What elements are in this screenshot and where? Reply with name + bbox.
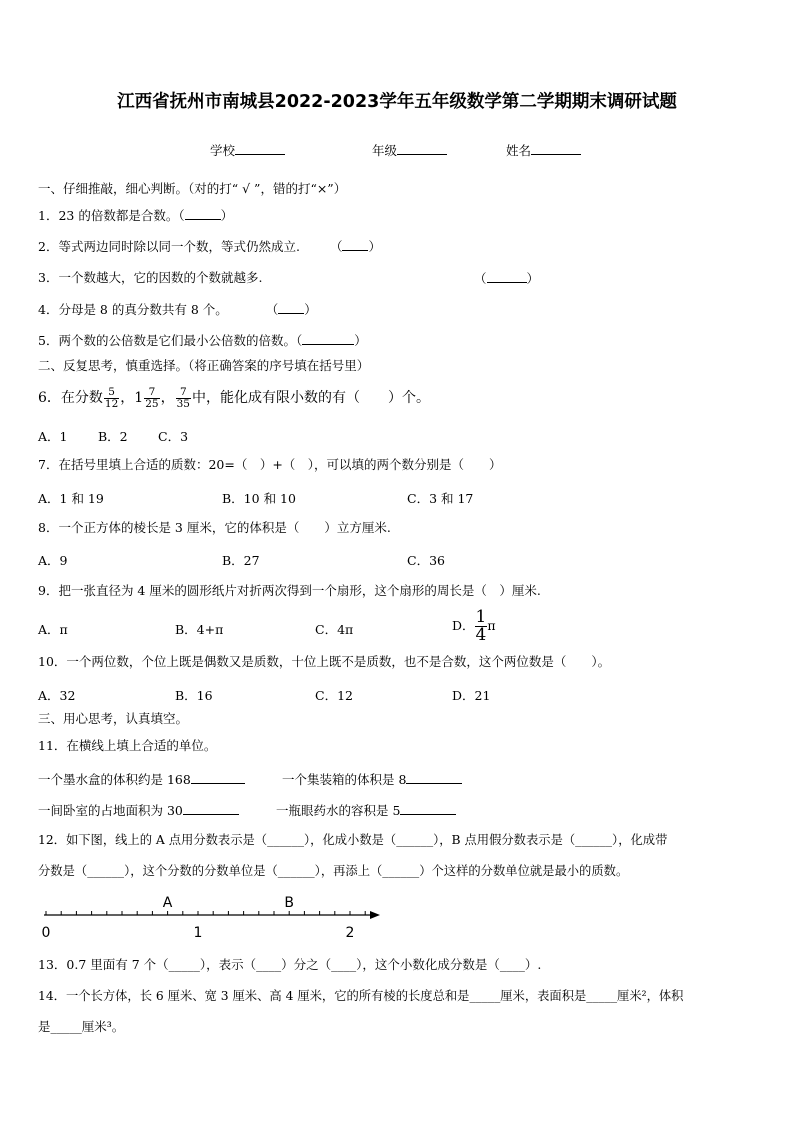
tick-label: 0: [41, 925, 51, 941]
school-field[interactable]: [210, 141, 285, 159]
separator: ，: [160, 390, 175, 406]
question-6-prefix: 6．在分数: [38, 390, 103, 406]
q11-item: [282, 770, 462, 788]
answer-blank[interactable]: [183, 802, 239, 815]
q11-item-text: 一个集装箱的体积是 8: [282, 772, 407, 787]
question-1: [38, 207, 233, 224]
q11-item: [38, 801, 239, 819]
question-12-line1: 12．如下图，线上的 A 点用分数表示是（______），化成小数是（______），B 点用假分数表示是（______），化成带: [38, 833, 668, 847]
section1-heading: 一、仔细推敲，细心判断。（对的打“ √ ”，错的打“×”）: [38, 181, 347, 196]
option-c[interactable]: C．4π: [315, 622, 354, 637]
option-b[interactable]: B．4+π: [175, 622, 224, 637]
denominator: 12: [104, 397, 119, 410]
name-label: 姓名: [506, 143, 532, 158]
fraction: [104, 387, 119, 410]
section2-heading: 二、反复思考，慎重选择。（将正确答案的序号填在括号里）: [38, 358, 370, 373]
answer-blank[interactable]: [487, 270, 527, 283]
q11-item-text: 一间卧室的占地面积为 30: [38, 803, 183, 818]
question-4-text: 4．分母是 8 的真分数共有 8 个。: [38, 302, 228, 317]
answer-blank[interactable]: [342, 238, 368, 251]
question-13-text: 13．0.7 里面有 7 个（_____），表示（____）分之（____），这个小数化成分数是（____）.: [38, 957, 542, 972]
question-2-text: 2．等式两边同时除以同一个数，等式仍然成立.: [38, 239, 300, 254]
fraction: [144, 387, 159, 410]
option-d-label: D．: [452, 618, 475, 633]
page-title: 江西省抚州市南城县2022-2023学年五年级数学第二学期期末调研试题: [117, 92, 677, 112]
paren-open: （: [329, 239, 343, 254]
question-3-answer: [474, 270, 539, 287]
name-blank[interactable]: [531, 142, 581, 155]
school-blank[interactable]: [235, 142, 285, 155]
numerator: 7: [144, 387, 159, 399]
answer-blank[interactable]: [191, 771, 245, 784]
option-c[interactable]: C．36: [407, 553, 445, 568]
separator: ，1: [120, 390, 144, 406]
option-b[interactable]: B．10 和 10: [222, 491, 296, 506]
name-field[interactable]: [506, 141, 581, 159]
answer-blank[interactable]: [406, 771, 462, 784]
number-line: [30, 892, 390, 942]
fraction: [475, 609, 488, 644]
option-b[interactable]: B．2: [98, 429, 128, 444]
question-7-text: 7．在括号里填上合适的质数：20=（ ）+（ ），可以填的两个数分别是（ ）: [38, 457, 502, 472]
point-b-label: B: [284, 895, 295, 911]
question-4: [38, 301, 317, 318]
question-5: [38, 332, 367, 349]
arrow-head-icon: [370, 911, 380, 919]
question-6: [38, 384, 430, 412]
question-5-text: 5．两个数的公倍数是它们最小公倍数的倍数。（: [38, 333, 303, 348]
option-a[interactable]: A．9: [38, 553, 68, 568]
q11-item: [276, 801, 456, 819]
school-label: 学校: [210, 143, 236, 158]
paren-close: ）: [220, 208, 234, 223]
question-10-text: 10．一个两位数，个位上既是偶数又是质数，十位上既不是质数，也不是合数，这个两位数是（ ）。: [38, 654, 611, 669]
paren-close: ）: [304, 302, 317, 317]
section3-heading: 三、用心思考，认真填空。: [38, 711, 189, 726]
option-d[interactable]: [452, 606, 496, 646]
grade-blank[interactable]: [397, 142, 447, 155]
answer-blank[interactable]: [278, 301, 304, 314]
fraction: [176, 387, 191, 410]
point-a-label: A: [162, 895, 173, 911]
q11-item: [38, 770, 245, 788]
q11-item-text: 一个墨水盒的体积约是 168: [38, 772, 191, 787]
numerator: 5: [104, 387, 119, 399]
answer-blank[interactable]: [185, 207, 221, 220]
paren-open: （: [265, 302, 279, 317]
answer-blank[interactable]: [302, 332, 354, 345]
option-d[interactable]: D．21: [452, 688, 491, 703]
option-a[interactable]: A．1: [38, 429, 68, 444]
question-11-text: 11．在横线上填上合适的单位。: [38, 738, 217, 753]
option-b[interactable]: B．16: [175, 688, 213, 703]
denominator: 4: [475, 625, 487, 645]
paren-close: ）: [526, 271, 540, 286]
option-c[interactable]: C．3: [158, 429, 189, 444]
grade-label: 年级: [372, 143, 398, 158]
paren-open: （: [474, 271, 487, 286]
question-6-suffix: 中，能化成有限小数的有（ ）个。: [191, 390, 430, 406]
paren-close: ）: [354, 333, 367, 348]
denominator: 35: [176, 397, 190, 410]
option-c[interactable]: C．3 和 17: [407, 491, 474, 506]
denominator: 25: [145, 397, 159, 410]
question-3-text: 3．一个数越大，它的因数的个数就越多.: [38, 270, 263, 285]
paren-close: ）: [368, 239, 381, 254]
question-1-text: 1．23 的倍数都是合数。（: [38, 208, 185, 223]
option-b[interactable]: B．27: [222, 553, 260, 568]
option-a[interactable]: A．1 和 19: [38, 491, 104, 506]
option-a[interactable]: A．π: [38, 622, 68, 637]
tick-label: 1: [193, 925, 203, 941]
numerator: 1: [475, 607, 487, 627]
answer-blank[interactable]: [400, 802, 456, 815]
question-2: [38, 238, 381, 255]
numerator: 7: [176, 387, 191, 399]
grade-field[interactable]: [372, 141, 447, 159]
option-a[interactable]: A．32: [38, 688, 76, 703]
question-14-line1: 14．一个长方体，长 6 厘米、宽 3 厘米、高 4 厘米，它的所有棱的长度总和是_____厘米，表面积是_____厘米²，体积: [38, 989, 684, 1003]
tick-label: 2: [345, 925, 355, 941]
question-8-text: 8．一个正方体的棱长是 3 厘米，它的体积是（ ）立方厘米.: [38, 520, 391, 535]
question-14-line2: 是_____厘米³。: [38, 1019, 125, 1034]
pi-symbol: π: [487, 618, 496, 633]
q11-item-text: 一瓶眼药水的容积是 5: [276, 803, 401, 818]
option-c[interactable]: C．12: [315, 688, 353, 703]
question-9-text: 9．把一张直径为 4 厘米的圆形纸片对折两次得到一个扇形，这个扇形的周长是（ ）厘米.: [38, 583, 541, 598]
question-12-line2: 分数是（______），这个分数的分数单位是（______），再添上（______）个这样的分数单位就是最小的质数。: [38, 864, 629, 878]
